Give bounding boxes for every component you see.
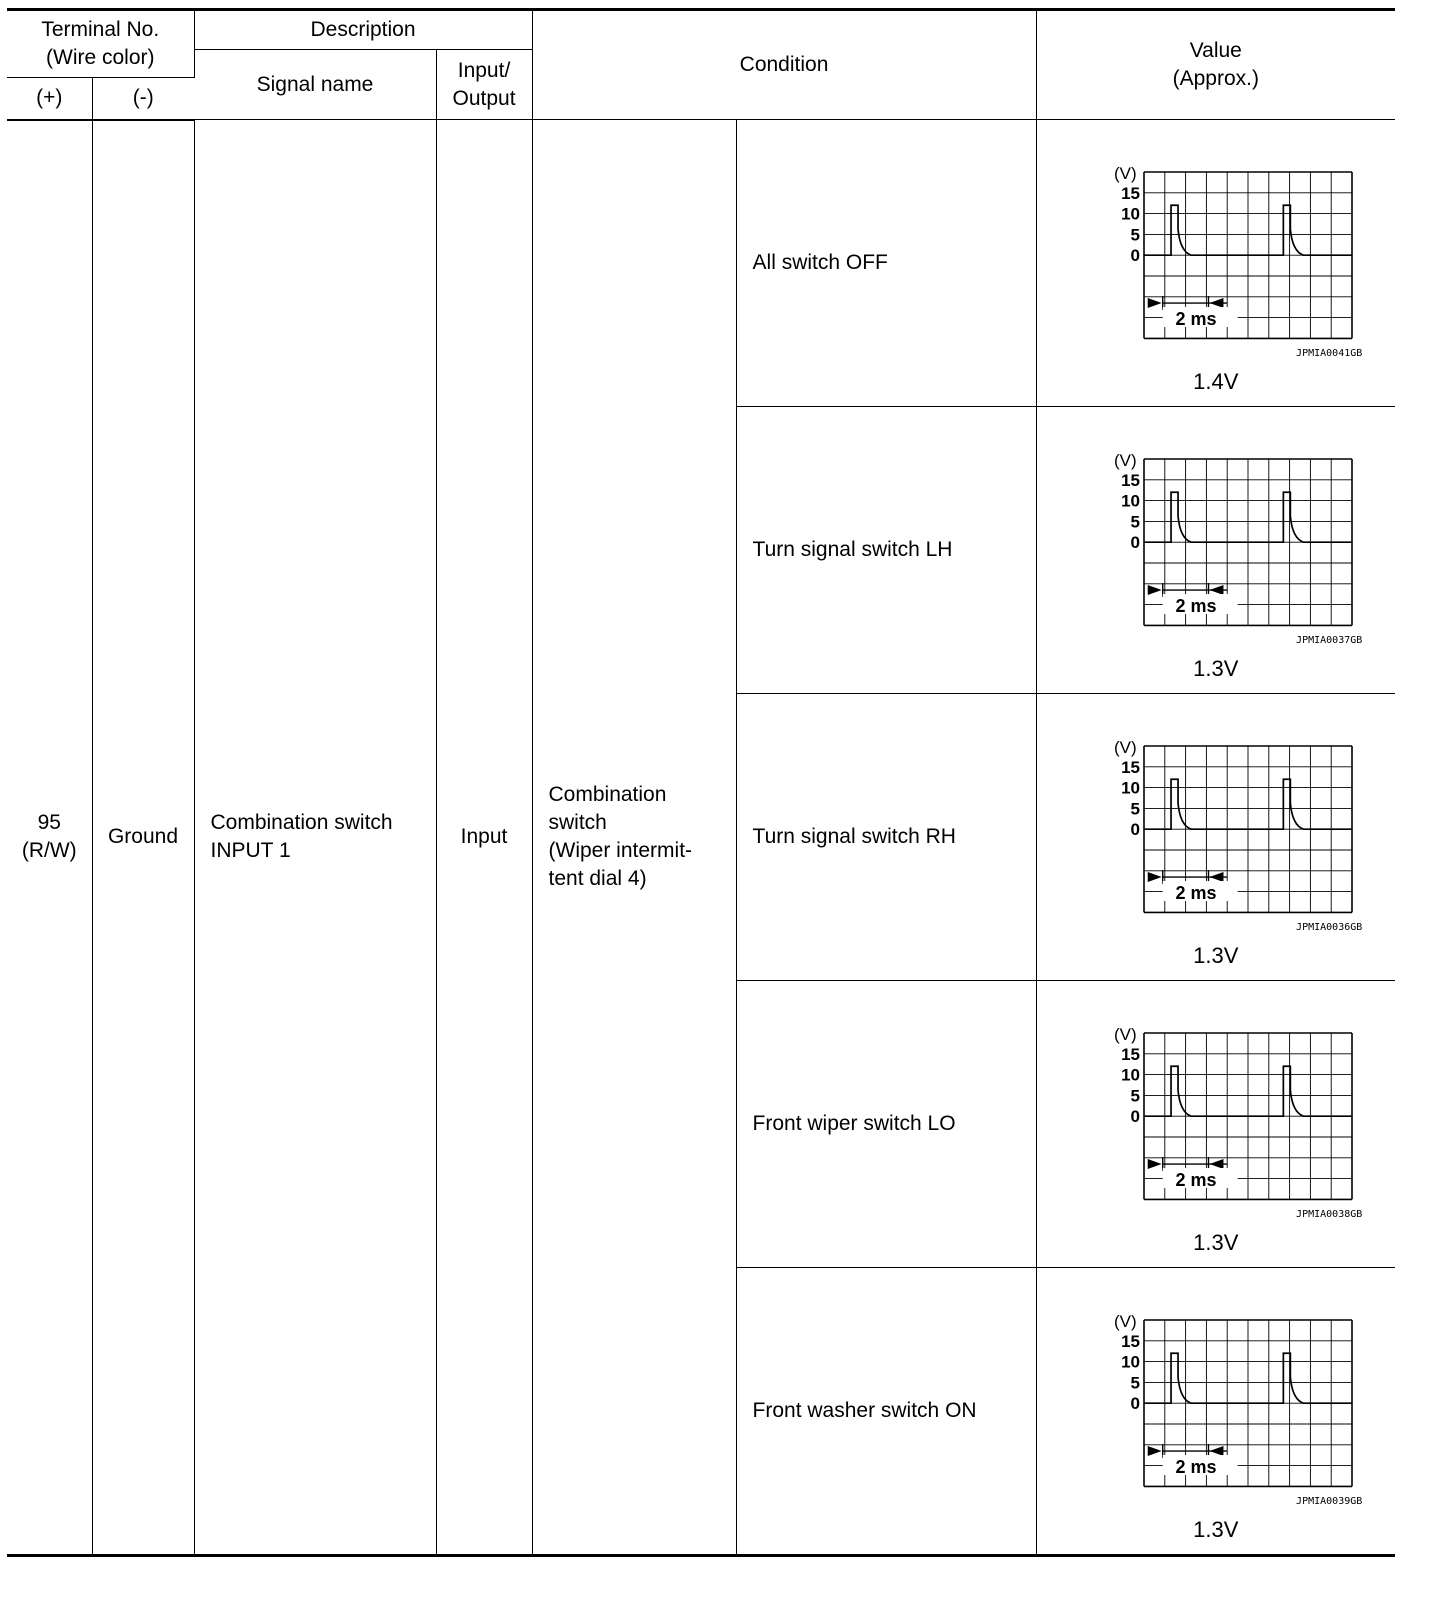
terminal-plus-number: 95 xyxy=(37,811,61,835)
value-cell xyxy=(1036,981,1395,1268)
scope-tick-label: 10 xyxy=(1121,204,1141,224)
oscilloscope-waveform xyxy=(1077,1024,1357,1224)
condition-main-cell xyxy=(532,120,736,1556)
scope-tick-label: 15 xyxy=(1121,183,1141,203)
oscilloscope-waveform xyxy=(1077,1311,1357,1511)
condition-sub-cell: Front wiper switch LO xyxy=(736,981,1036,1268)
time-scale-marker xyxy=(1148,296,1238,329)
scope-tick-label: 0 xyxy=(1130,533,1141,553)
condition-main-line1: Combination xyxy=(548,783,667,806)
figure-code: JPMIA0037GB xyxy=(1296,635,1363,646)
scope-tick-label: 15 xyxy=(1121,1044,1141,1064)
figure-code: JPMIA0038GB xyxy=(1296,1209,1363,1220)
scope-tick-label: 0 xyxy=(1130,1107,1141,1127)
time-scale-label: 2 ms xyxy=(1175,309,1217,330)
header-terminal-no xyxy=(7,10,194,78)
scope-tick-label: 10 xyxy=(1121,778,1141,798)
header-plus: (+) xyxy=(7,78,92,120)
oscilloscope-waveform xyxy=(1077,163,1357,363)
condition-main-line4: tent dial 4) xyxy=(548,867,647,890)
scope-tick-label: 0 xyxy=(1130,820,1141,840)
value-cell xyxy=(1036,407,1395,694)
scope-unit-label: (V) xyxy=(1114,451,1137,470)
time-scale-marker xyxy=(1148,1444,1238,1477)
time-scale-marker xyxy=(1148,1157,1238,1190)
scope-unit-label: (V) xyxy=(1114,1312,1137,1331)
condition-sub-cell: Turn signal switch RH xyxy=(736,694,1036,981)
scope-figure xyxy=(1037,1268,1394,1554)
scope-tick-label: 5 xyxy=(1130,512,1141,532)
scope-tick-label: 10 xyxy=(1121,1352,1141,1372)
oscilloscope-waveform xyxy=(1077,737,1357,937)
header-condition: Condition xyxy=(532,10,1036,120)
scope-tick-label: 5 xyxy=(1130,1086,1141,1106)
scope-figure xyxy=(1037,981,1394,1267)
header-input-output-line2: Output xyxy=(452,86,516,110)
header-value xyxy=(1036,10,1395,120)
terminal-spec-table xyxy=(7,8,1395,1557)
scope-figure xyxy=(1037,407,1394,693)
approx-value: 1.3V xyxy=(1193,1517,1239,1542)
approx-value: 1.4V xyxy=(1193,369,1239,394)
scope-tick-label: 5 xyxy=(1130,225,1141,245)
signal-name-line2: INPUT 1 xyxy=(210,839,291,862)
scope-tick-label: 5 xyxy=(1130,799,1141,819)
scope-figure xyxy=(1037,120,1394,406)
scope-unit-label: (V) xyxy=(1114,164,1137,183)
approx-value: 1.3V xyxy=(1193,1230,1239,1255)
header-signal-name: Signal name xyxy=(194,50,436,120)
condition-main-line3: (Wiper intermit- xyxy=(548,839,693,862)
header-input-output-line1: Input/ xyxy=(457,58,511,82)
terminal-plus-wire-color: (R/W) xyxy=(21,839,77,863)
header-terminal-no-line2: (Wire color) xyxy=(46,46,155,69)
scope-tick-label: 0 xyxy=(1130,1394,1141,1414)
scope-tick-label: 0 xyxy=(1130,246,1141,266)
value-cell xyxy=(1036,694,1395,981)
scope-tick-label: 15 xyxy=(1121,470,1141,490)
condition-sub-cell: All switch OFF xyxy=(736,120,1036,407)
header-value-line2: (Approx.) xyxy=(1172,67,1259,90)
signal-name-cell xyxy=(194,120,436,1556)
scope-tick-label: 5 xyxy=(1130,1373,1141,1393)
input-output-cell: Input xyxy=(436,120,532,1556)
header-minus: (-) xyxy=(92,78,194,120)
oscilloscope-waveform xyxy=(1077,450,1357,650)
time-scale-label: 2 ms xyxy=(1175,1170,1217,1191)
figure-code: JPMIA0036GB xyxy=(1296,922,1363,933)
terminal-minus-cell: Ground xyxy=(92,120,194,1556)
signal-name-line1: Combination switch xyxy=(210,811,393,834)
scope-tick-label: 15 xyxy=(1121,757,1141,777)
scope-tick-label: 10 xyxy=(1121,1065,1141,1085)
condition-sub-cell: Front washer switch ON xyxy=(736,1268,1036,1556)
time-scale-marker xyxy=(1148,583,1238,616)
header-terminal-no-line1: Terminal No. xyxy=(41,18,160,41)
scope-unit-label: (V) xyxy=(1114,738,1137,757)
approx-value: 1.3V xyxy=(1193,943,1239,968)
time-scale-label: 2 ms xyxy=(1175,596,1217,617)
scope-unit-label: (V) xyxy=(1114,1025,1137,1044)
header-value-line1: Value xyxy=(1189,39,1242,62)
time-scale-marker xyxy=(1148,870,1238,903)
header-description: Description xyxy=(194,10,532,50)
scope-figure xyxy=(1037,694,1394,980)
header-input-output xyxy=(436,50,532,120)
terminal-plus-cell xyxy=(7,120,92,1556)
time-scale-label: 2 ms xyxy=(1175,883,1217,904)
figure-code: JPMIA0039GB xyxy=(1296,1496,1363,1507)
condition-main-line2: switch xyxy=(548,811,607,834)
value-cell xyxy=(1036,1268,1395,1556)
approx-value: 1.3V xyxy=(1193,656,1239,681)
condition-sub-cell: Turn signal switch LH xyxy=(736,407,1036,694)
scope-tick-label: 15 xyxy=(1121,1331,1141,1351)
scope-tick-label: 10 xyxy=(1121,491,1141,511)
table-row xyxy=(7,120,1395,407)
value-cell xyxy=(1036,120,1395,407)
time-scale-label: 2 ms xyxy=(1175,1457,1217,1478)
figure-code: JPMIA0041GB xyxy=(1296,348,1363,359)
